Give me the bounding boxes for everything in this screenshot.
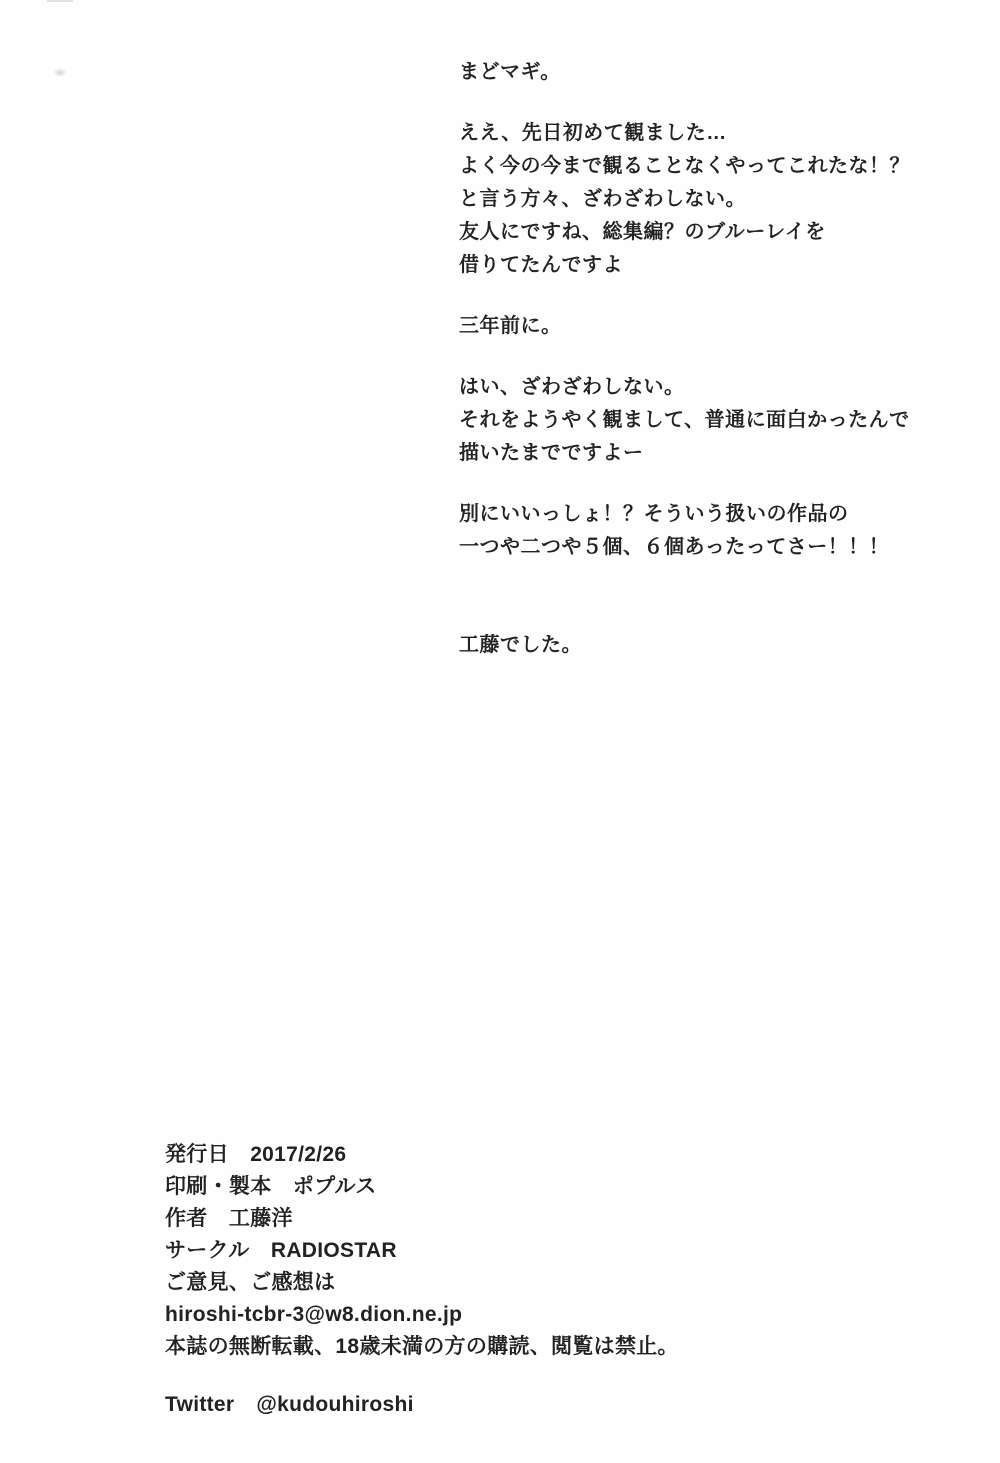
afterword-text-line: と言う方々、ざわざわしない。 [459, 188, 746, 210]
afterword-signature [459, 629, 959, 662]
colophon-entries [165, 1139, 765, 1363]
afterword-text-line: それをようやく観まして、普通に面白かったんで [459, 409, 910, 431]
afterword-text-line: 一つや二つや５個、６個あったってさー！！！ [459, 536, 890, 558]
afterword-paragraph [459, 117, 959, 282]
afterword-paragraph [459, 310, 959, 343]
afterword [459, 56, 959, 690]
scan-artifact-smudge [53, 68, 67, 77]
afterword-text-line: 三年前に。 [459, 315, 562, 337]
afterword-text-line: はい、ざわざわしない。 [459, 376, 685, 398]
colophon-line: hiroshi-tcbr-3@w8.dion.ne.jp [165, 1303, 463, 1326]
afterword-paragraph [459, 371, 959, 470]
afterword-text-line: 借りてたんですよ [459, 254, 623, 276]
twitter-handle: @kudouhiroshi [256, 1393, 414, 1416]
afterword-text-line: よく今の今まで観ることなくやってこれたな！？ [459, 155, 910, 177]
afterword-text-line: ええ、先日初めて観ました… [459, 122, 727, 144]
colophon-line: 作者 工藤洋 [165, 1207, 293, 1230]
colophon [165, 1139, 765, 1421]
afterword-text-line: 別にいいっしょ！？そういう扱いの作品の [459, 503, 849, 525]
colophon-line: 本誌の無断転載、18歳未満の方の購読、閲覧は禁止。 [165, 1335, 679, 1358]
colophon-line: サークル RADIOSTAR [165, 1239, 397, 1262]
afterword-paragraph [459, 56, 959, 89]
afterword-text-line: 友人にですね、総集編？のブルーレイを [459, 221, 826, 243]
afterword-text-line: 描いたまでですよー [459, 442, 644, 464]
colophon-line: ご意見、ご感想は [165, 1271, 336, 1294]
afterword-paragraph [459, 498, 959, 564]
colophon-line: 発行日 2017/2/26 [165, 1143, 347, 1166]
twitter-line [165, 1389, 765, 1421]
scan-artifact-topline [47, 0, 73, 2]
afterword-text-line: まどマギ。 [459, 61, 561, 83]
colophon-line: 印刷・製本 ポプルス [165, 1175, 377, 1198]
twitter-label: Twitter [165, 1393, 235, 1416]
afterword-text-line: 工藤でした。 [459, 634, 582, 656]
